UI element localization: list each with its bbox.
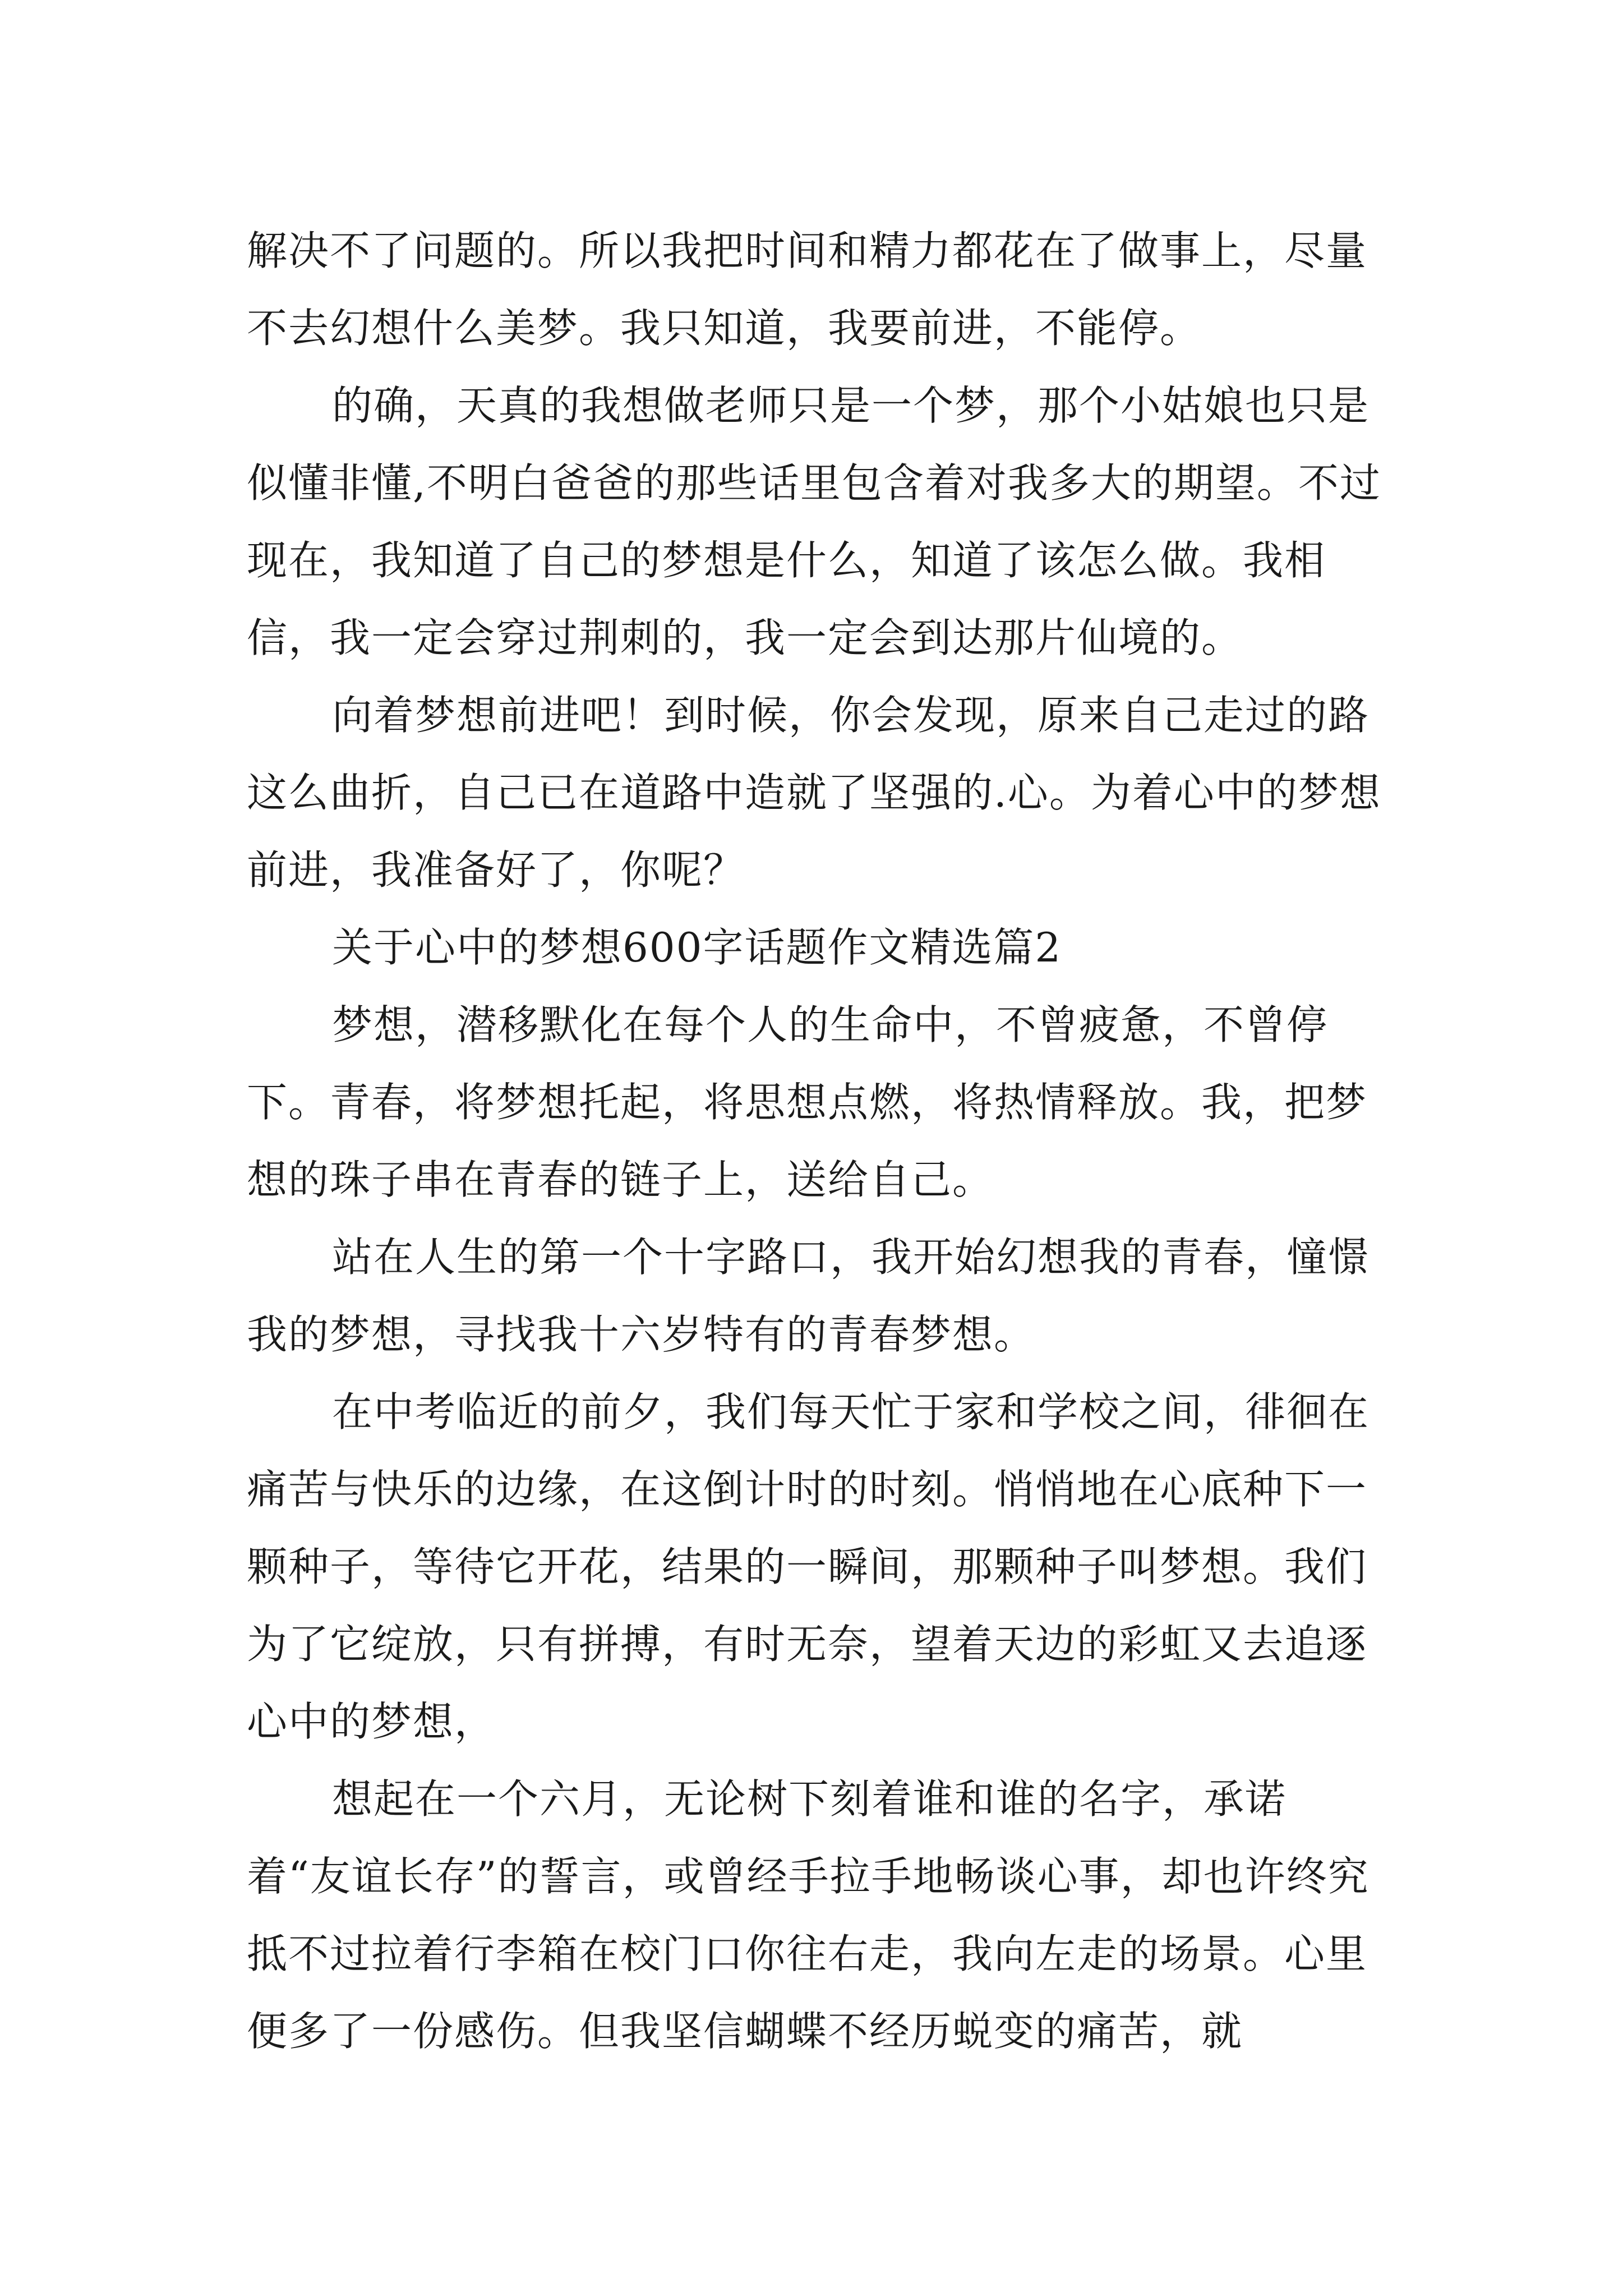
paragraph-3: 向着梦想前进吧！到时候，你会发现，原来自己走过的路这么曲折，自己已在道路中造就了坚强的.心。为着心中的梦想前进，我准备好了，你呢？ [247, 692, 1381, 894]
paragraph-7: 在中考临近的前夕，我们每天忙于家和学校之间，徘徊在痛苦与快乐的边缘，在这倒计时的时刻。悄悄地在心底种下一颗种子，等待它开花，结果的一瞬间，那颗种子叫梦想。我们为了它绽放，只有拼搏，有时无奈，望着天边的彩虹又去追逐心中的梦想， [247, 1388, 1370, 1745]
paragraph-8: 想起在一个六月，无论树下刻着谁和谁的名字，承诺着“友谊长存”的誓言，或曾经手拉手地畅谈心事，却也许终究抵不过拉着行李箱在校门口你往右走，我向左走的场景。心里便多了一份感伤。但我坚信蝴蝶不经历蜕变的痛苦，就 [247, 1775, 1370, 2055]
paragraph-1: 解决不了问题的。所以我把时间和精力都花在了做事上，尽量不去幻想什么美梦。我只知道，我要前进，不能停。 [247, 227, 1368, 352]
paragraph-6: 站在人生的第一个十字路口，我开始幻想我的青春，憧憬我的梦想，寻找我十六岁特有的青春梦想。 [247, 1234, 1370, 1358]
document-page [247, 212, 1385, 2070]
paragraph-2: 的确，天真的我想做老师只是一个梦，那个小姑娘也只是似懂非懂,不明白爸爸的那些话里包含着对我多大的期望。不过现在，我知道了自己的梦想是什么，知道了该怎么做。我相信，我一定会穿过荆刺的，我一定会到达那片仙境的。 [247, 382, 1381, 661]
paragraph-5: 梦想，潜移默化在每个人的生命中，不曾疲惫，不曾停下。青春，将梦想托起，将思想点燃，将热情释放。我，把梦想的珠子串在青春的链子上，送给自己。 [247, 1001, 1368, 1203]
section-heading: 关于心中的梦想600字话题作文精选篇2 [332, 924, 1062, 971]
